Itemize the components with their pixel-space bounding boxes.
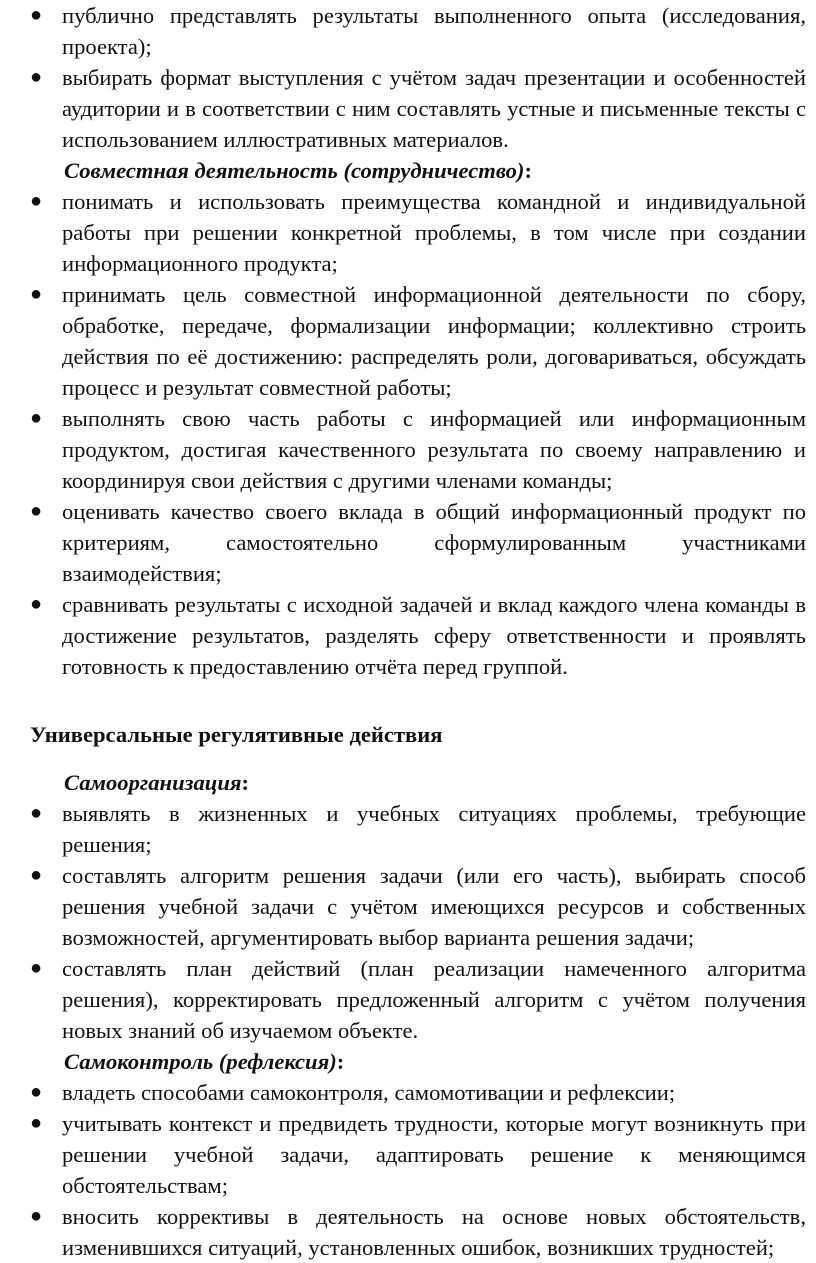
bullet-icon: ● (30, 4, 43, 26)
list-item-text: сравнивать результаты с исходной задачей и вклад каждого члена команды в достижение результатов, разделять сферу ответственности и проявлять готовность к предоставлению отчёта перед группой. (62, 592, 806, 679)
list-item-text: публично представлять результаты выполненного опыта (исследования, проекта); (62, 3, 806, 59)
list-item-text: понимать и использовать преимущества командной и индивидуальной работы при решении конкретной проблемы, в том числе при создании информационного продукта; (62, 189, 806, 276)
bullet-icon: ● (30, 283, 43, 305)
bullet-icon: ● (30, 66, 43, 88)
list-item-text: принимать цель совместной информационной деятельности по сбору, обработке, передаче, формализации информации; коллективно строить действия по её достижению: распределять роли, договариваться, обсуждать процесс и результат совместной работы; (62, 282, 806, 400)
list-item (0, 1201, 816, 1263)
list-item-text: составлять план действий (план реализации намеченного алгоритма решения), корректировать предложенный алгоритм с учётом получения новых знаний об изучаемом объекте. (62, 956, 806, 1043)
bullet-icon: ● (30, 864, 43, 886)
bullet-icon: ● (30, 1205, 43, 1227)
bullet-icon: ● (30, 190, 43, 212)
subheading-cooperation (0, 155, 816, 186)
list-item (0, 279, 816, 403)
bullet-icon: ● (30, 802, 43, 824)
list-item (0, 798, 816, 860)
subheading-self-control-text: Самоконтроль (рефлексия) (64, 1049, 337, 1074)
bullet-list-self-organization (0, 798, 816, 1046)
bullet-icon: ● (30, 407, 43, 429)
list-item-text: выбирать формат выступления с учётом задач презентации и особенностей аудитории и в соответствии с ним составлять устные и письменные тексты с использованием иллюстративных материалов. (62, 65, 806, 152)
bullet-icon: ● (30, 1081, 43, 1103)
list-item-text: владеть способами самоконтроля, самомотивации и рефлексии; (62, 1080, 676, 1105)
list-item (0, 496, 816, 589)
colon: : (524, 158, 532, 183)
subheading-cooperation-text: Совместная деятельность (сотрудничество) (64, 158, 525, 183)
bullet-icon: ● (30, 957, 43, 979)
bullet-list-cooperation (0, 186, 816, 682)
subheading-self-control (0, 1046, 816, 1077)
bullet-list-presentation (0, 0, 816, 155)
bullet-icon: ● (30, 593, 43, 615)
section-title-regulatory: Универсальные регулятивные действия (30, 722, 443, 747)
list-item-text: составлять алгоритм решения задачи (или его часть), выбирать способ решения учебной задачи с учётом имеющихся ресурсов и собственных возможностей, аргументировать выбор варианта решения задачи; (62, 863, 806, 950)
list-item (0, 953, 816, 1046)
list-item (0, 860, 816, 953)
subheading-self-organization (0, 767, 816, 798)
colon: : (241, 770, 250, 795)
list-item-text: выполнять свою часть работы с информацией или информационным продуктом, достигая качественного результата по своему направлению и координируя свои действия с другими членами команды; (62, 406, 806, 493)
bullet-icon: ● (30, 1112, 43, 1134)
list-item-text: выявлять в жизненных и учебных ситуациях проблемы, требующие решения; (62, 801, 806, 857)
list-item (0, 403, 816, 496)
list-item (0, 589, 816, 682)
bullet-icon: ● (30, 500, 43, 522)
list-item-text: вносить коррективы в деятельность на основе новых обстоятельств, изменившихся ситуаций, установленных ошибок, возникших трудностей; (62, 1204, 806, 1260)
list-item (0, 1077, 816, 1108)
list-item-text: учитывать контекст и предвидеть трудности, которые могут возникнуть при решении учебной задачи, адаптировать решение к меняющимся обстоятельствам; (62, 1111, 806, 1198)
colon: : (336, 1049, 345, 1074)
subheading-self-organization-text: Самоорганизация (64, 770, 242, 795)
bullet-list-self-control (0, 1077, 816, 1263)
list-item-text: оценивать качество своего вклада в общий информационный продукт по критериям, самостоятельно сформулированным участниками взаимодействия; (62, 499, 806, 586)
list-item (0, 62, 816, 155)
list-item (0, 0, 816, 62)
list-item (0, 186, 816, 279)
list-item (0, 1108, 816, 1201)
